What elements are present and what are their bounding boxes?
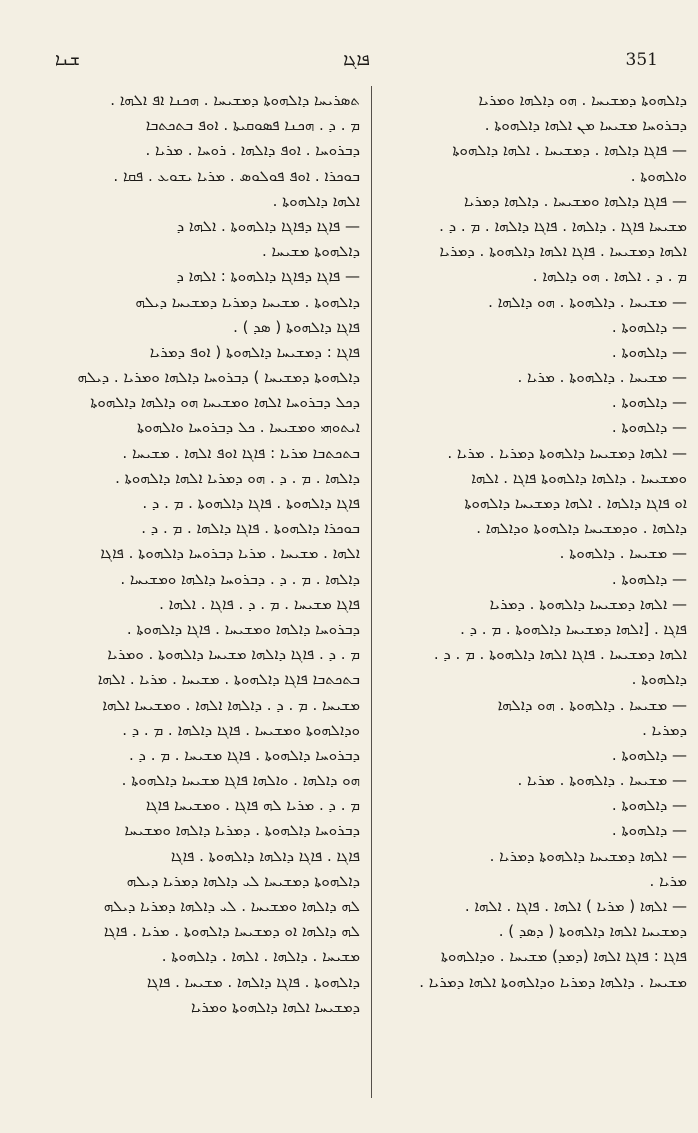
- text-line: ܒܘܟܪܐ . ܐܘܦ ܦܘܠܘܣ . ܡܪܝܐ ܝܫܘܥ . ܦܩܐ .: [113, 166, 360, 185]
- text-line: — ܕܐܠܗܘܬܐ .: [611, 342, 687, 361]
- text-line: ܡܫܝܚܐ ܦܐܓܐ . ܕܐܠܗܐ . ܦܐܓܐ ܕܐܠܗܐ . ܡ . ܕ .: [439, 216, 687, 235]
- text-line: — ܕܐܠܗܘܬܐ .: [611, 418, 687, 437]
- text-line: ܕܡܪܝܐ .: [642, 720, 687, 739]
- header-left-numeral: ܫܢܐ: [55, 50, 80, 70]
- text-line: ܦܐܓܐ . [ܐܠܗܐ ܕܡܫܝܚܐ ܕܐܠܗܘܬܐ . ܡ . ܕ .: [460, 619, 687, 638]
- text-line: ܬܣܪܝܚܐ ܕܐܠܗܘܬܐ ܕܡܫܝܚܐ . ܗܟܢܐ ܐܦ ܐܠܗܐ .: [110, 91, 360, 109]
- text-line: ܕܐܠܗܘܬܐ ܕܡܫܝܚܐ ܠܝ ܕܐܠܗܐ ܕܡܪܝܐ ܕܝܠܗ: [126, 871, 360, 890]
- page-number: 351: [625, 50, 658, 70]
- text-line: ܐܠܗܐ . ܡܫܝܚܐ . ܡܪܝܐ ܕܒܪܘܚܐ ܕܐܠܗܘܬܐ . ܦܐܓܐ: [100, 544, 360, 563]
- text-line: — ܦܐܓܐ ܕܦܐܓܐ ܕܐܠܗܘܬܐ : ܐܠܗܐ ܕ: [176, 267, 360, 286]
- text-line: — ܡܫܝܚܐ . ܕܐܠܗܘܬܐ . ܗܘ ܕܐܠܗܐ: [497, 695, 687, 714]
- text-line: — ܕܐܠܗܘܬܐ .: [611, 821, 687, 840]
- text-line: ܡܫܝܚܐ . ܕܐܠܗܐ . ܐܠܗܐ . ܕܐܠܗܘܬܐ .: [161, 947, 360, 966]
- text-line: — ܕܐܠܗܘܬܐ .: [611, 393, 687, 412]
- page-header: [55, 50, 658, 74]
- text-line: ܦܐܓܐ : ܦܐܓܐ ܐܠܗܐ (ܕܡܕ) ܡܫܝܚܐ . ܘܕܐܠܗܘܬܐ: [440, 947, 687, 966]
- text-line: ܕܐܠܗܘܬܐ ܕܡܫܝܚܐ ) ܕܒܪܘܚܐ ܕܐܠܗܐ ܘܡܪܝܐ . ܕܝܠܗ: [77, 368, 360, 387]
- text-line: — ܕܐܠܗܘܬܐ .: [611, 569, 687, 588]
- text-line: — ܕܐܠܗܘܬܐ .: [611, 745, 687, 764]
- text-line: ܐܠܗܐ ܕܡܫܝܚܐ . ܦܐܓܐ ܐܠܗܐ ܕܐܠܗܘܬܐ . ܕܡܪܝܐ: [439, 242, 687, 261]
- text-line: ܕܟܠ ܕܒܪܘܚܐ ܐܠܗܐ ܘܡܫܝܚܐ ܗܘ ܕܐܠܗܐ ܕܐܠܗܘܬܐ: [90, 393, 360, 412]
- text-line: ܕܒܪܘܚܐ ܕܐܠܗܘܬܐ . ܕܡܪܝܐ ܕܐܠܗܐ ܘܡܫܝܚܐ: [124, 821, 360, 840]
- left-text-column: [52, 88, 360, 1096]
- text-line: ܡ . ܕ . ܡܪܝܐ ܠܗ ܦܐܓܐ . ܘܡܫܝܚܐ ܦܐܓܐ: [145, 796, 360, 815]
- text-line: ܡ . ܕ . ܐܠܗܐ . ܗܘ ܕܐܠܗܐ .: [532, 267, 687, 286]
- text-line: ܦܐܓܐ ܕܐܠܗܘܬܐ ( ܣܕ ) .: [233, 317, 360, 336]
- text-line: ܘܕܐܠܗܘܬܐ ܘܡܫܝܚܐ . ܦܐܓܐ ܕܐܠܗܐ . ܡ . ܕ .: [122, 720, 360, 739]
- text-line: ܘܐܠܗܘܬܐ .: [630, 166, 687, 185]
- text-line: ܦܐܓܐ : ܕܡܫܝܚܐ ܕܐܠܗܘܬܐ ( ܐܘܦ ܕܡܪܝܐ: [149, 342, 360, 361]
- text-line: ܐܠܗܐ ܕܡܫܝܚܐ . ܦܐܓܐ ܐܠܗܐ ܕܐܠܗܘܬܐ . ܡ . ܕ .: [433, 645, 687, 664]
- text-line: — ܕܐܠܗܘܬܐ .: [611, 317, 687, 336]
- text-line: ܕܒܪܘܚܐ . ܐܘܦ ܕܐܠܗܐ . ܪܘܚܐ . ܡܪܝܐ .: [145, 141, 360, 160]
- text-line: ܕܐܠܗܘܬܐ ܕܡܫܝܚܐ . ܗܘ ܕܐܠܗܐ ܘܡܪܝܐ: [478, 91, 687, 109]
- text-line: — ܡܫܝܚܐ . ܕܐܠܗܘܬܐ . ܡܪܝܐ .: [517, 368, 687, 387]
- text-line: — ܡܫܝܚܐ . ܕܐܠܗܘܬܐ .: [559, 544, 687, 563]
- text-line: ܕܐܠܗܐ . ܡ . ܕ . ܗܘ ܕܡܪܝܐ ܐܠܗܐ ܕܐܠܗܘܬܐ .: [115, 468, 360, 487]
- text-line: ܕܐܠܗܐ . ܘܕܡܫܝܚܐ ܕܐܠܗܘܬܐ ܘܕܐܠܗܐ .: [476, 519, 687, 538]
- text-line: ܗܘ ܕܐܠܗܐ . ܘܐܠܗܐ ܦܐܓܐ ܡܫܝܚܐ ܕܐܠܗܘܬܐ .: [121, 771, 360, 790]
- text-line: ܕܒܪܘܚܐ ܕܐܠܗܘܬܐ . ܦܐܓܐ ܡܫܝܚܐ . ܡ . ܕ .: [129, 745, 360, 764]
- text-line: — ܦܐܓܐ ܕܐܠܗܐ ܘܡܫܝܚܐ . ܕܐܠܗܐ ܕܡܪܝܐ: [464, 191, 687, 210]
- text-line: ܕܐܠܗܐ . ܡ . ܕ . ܕܒܪܘܚܐ ܕܐܠܗܐ ܘܡܫܝܚܐ .: [120, 569, 360, 588]
- text-line: — ܐܠܗܐ ܕܡܫܝܚܐ ܕܐܠܗܘܬܐ ܕܡܪܝܐ .: [489, 846, 687, 865]
- text-line: ܘܡܫܝܚܐ . ܕܐܠܗܐ ܕܐܠܗܘܬܐ ܦܐܓܐ . ܐܠܗܐ: [471, 468, 687, 487]
- column-divider: [371, 86, 372, 1098]
- text-line: ܕܡܫܝܚܐ ܐܠܗܐ ܕܐܠܗܘܬܐ ܘܡܪܝܐ: [190, 997, 360, 1016]
- text-line: ܡܫܝܚܐ . ܕܐܠܗܐ ܕܡܪܝܐ ܘܕܐܠܗܘܬܐ ܐܠܗܐ ܕܡܪܝܐ .: [419, 972, 687, 991]
- text-line: ܒܬܟܬܒܐ ܡܪܝܐ : ܦܐܓܐ ܐܘܦ ܐܠܗܐ . ܡܫܝܚܐ .: [122, 443, 360, 462]
- text-line: ܦܐܓܐ . ܦܐܓܐ ܕܐܠܗܐ ܕܐܠܗܘܬܐ . ܦܐܓܐ: [170, 846, 360, 865]
- text-line: — ܐܠܗܐ ( ܡܪܝܐ ) ܐܠܗܐ . ܦܐܓܐ . ܐܠܗܐ .: [464, 897, 687, 915]
- text-line: ܐܝܬܘܗܝ ܘܡܫܝܚܐ . ܟܠ ܕܒܪܘܚܐ ܘܐܠܗܘܬܐ: [136, 418, 360, 437]
- text-line: — ܦܐܓܐ ܕܦܐܓܐ ܕܐܠܗܘܬܐ . ܐܠܗܐ ܕ: [176, 216, 360, 235]
- text-line: — ܡܫܝܚܐ . ܕܐܠܗܘܬܐ . ܗܘ ܕܐܠܗܐ .: [488, 292, 687, 311]
- text-line: ܠܗ ܕܐܠܗܐ ܘܡܫܝܚܐ . ܠܝ ܕܐܠܗܐ ܕܡܪܝܐ ܕܝܠܗ: [103, 897, 360, 915]
- right-text-column: [383, 88, 687, 1096]
- text-line: — ܡܫܝܚܐ . ܕܐܠܗܘܬܐ . ܡܪܝܐ .: [517, 771, 687, 790]
- text-line: ܐܠܗܐ ܕܐܠܗܘܬܐ .: [272, 191, 360, 210]
- text-line: ܕܡܫܝܚܐ ܐܠܗܐ ܕܐܠܗܘܬܐ ( ܕܣܕ ) .: [498, 922, 687, 941]
- text-line: — ܐܠܗܐ ܕܡܫܝܚܐ ܕܐܠܗܘܬܐ ܕܡܪܝܐ . ܡܪܝܐ .: [447, 443, 687, 462]
- text-line: ܕܐܠܗܘܬܐ ܡܫܝܚܐ .: [261, 242, 360, 261]
- text-line: ܒܘܟܪܐ ܕܐܠܗܘܬܐ . ܦܐܓܐ ܕܐܠܗܐ . ܡ . ܕ .: [141, 519, 360, 538]
- text-line: ܡ . ܕ . ܦܐܓܐ ܕܐܠܗܐ ܡܫܝܚܐ ܕܐܠܗܘܬܐ . ܘܡܪܝܐ: [107, 645, 360, 664]
- text-line: ܦܐܓܐ ܡܫܝܚܐ . ܡ . ܕ . ܦܐܓܐ . ܐܠܗܐ .: [159, 594, 360, 613]
- text-line: — ܐܠܗܐ ܕܡܫܝܚܐ ܕܐܠܗܘܬܐ . ܕܡܪܝܐ: [489, 594, 687, 613]
- text-line: ܡ . ܕ . ܗܟܢܐ ܦܣܘܩܝܬܐ . ܐܘܦ ܒܬܟܬܒܐ: [145, 116, 360, 135]
- text-line: — ܕܐܠܗܘܬܐ .: [611, 796, 687, 815]
- text-line: ܐܘ ܦܐܓܐ ܕܐܠܗܐ . ܐܠܗܐ ܕܡܫܝܚܐ ܕܐܠܗܘܬܐ: [464, 494, 687, 512]
- text-line: ܒܬܟܬܒܐ ܦܐܓܐ ܕܐܠܗܘܬܐ . ܡܫܝܚܐ . ܡܪܝܐ . ܐܠܗܐ: [97, 670, 360, 689]
- text-line: ܡܪܝܐ .: [649, 871, 687, 890]
- text-line: ܕܒܪܘܚܐ ܕܐܠܗܐ ܘܡܫܝܚܐ . ܦܐܓܐ ܕܐܠܗܘܬܐ .: [126, 619, 360, 638]
- text-line: — ܦܐܓܐ ܕܐܠܗܐ . ܕܡܫܝܚܐ . ܐܠܗܐ ܕܐܠܗܘܬܐ: [452, 141, 687, 160]
- text-line: ܕܐܠܗܘܬܐ . ܡܫܝܚܐ ܕܡܪܝܐ ܕܡܫܝܚܐ ܕܝܠܗ: [135, 292, 360, 311]
- running-head: ܦܐܓܐ: [343, 50, 370, 70]
- text-line: ܡܫܝܚܐ . ܡ . ܕ . ܕܐܠܗܐ ܐܠܗܐ . ܘܡܫܝܚܐ ܐܠܗܐ: [102, 695, 360, 714]
- text-line: ܠܗ ܕܐܠܗܐ ܐܘ ܕܡܫܝܚܐ ܕܐܠܗܘܬܐ . ܡܪܝܐ . ܦܐܓܐ: [103, 922, 360, 941]
- text-line: ܦܐܓܐ ܕܐܠܗܘܬܐ . ܦܐܓܐ ܕܐܠܗܘܬܐ . ܡ . ܕ .: [142, 494, 360, 512]
- text-line: ܕܐܠܗܘܬܐ .: [631, 670, 687, 689]
- text-line: ܕܐܠܗܘܬܐ . ܦܐܓܐ ܕܐܠܗܐ . ܡܫܝܚܐ . ܦܐܓܐ: [146, 972, 360, 991]
- text-line: ܕܒܪܘܚܐ ܡܫܝܚܐ ܡܢ ܐܠܗܐ ܕܐܠܗܘܬܐ .: [484, 116, 687, 135]
